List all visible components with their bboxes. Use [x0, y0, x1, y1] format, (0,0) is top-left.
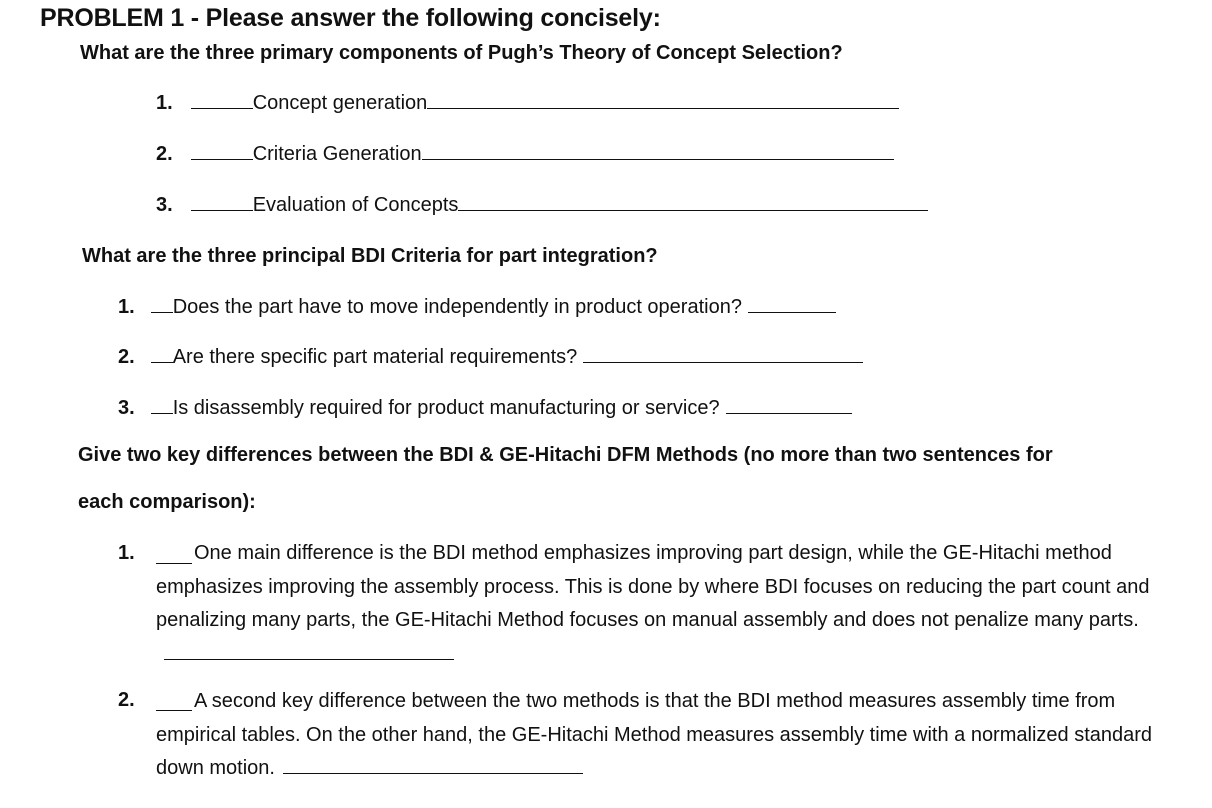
q2-item-2-number: 2.: [118, 346, 135, 368]
q2-item-1-number: 1.: [118, 296, 135, 318]
q2-item-1: [118, 296, 836, 319]
q2-item-3-number: 3.: [118, 397, 135, 419]
q2-item-3: [118, 397, 852, 420]
q2-item-1-answer: Does the part have to move independently in product operation?: [172, 296, 742, 318]
q3-item-2-number: 2.: [118, 689, 135, 711]
q2-item-3-answer: Is disassembly required for product manufacturing or service?: [172, 397, 720, 419]
q2-item-2-answer: Are there specific part material requirements?: [172, 346, 578, 368]
q3-question-line1: Give two key differences between the BDI & GE-Hitachi DFM Methods (no more than two sentences for: [78, 444, 1053, 466]
q1-item-2: [156, 143, 894, 166]
q1-item-3-answer: Evaluation of Concepts: [252, 194, 459, 216]
q1-item-2-number: 2.: [156, 143, 173, 165]
q3-item-1-answer: One main difference is the BDI method emphasizes improving part design, while the GE-Hitachi method emphasizes improving the assembly process. This is done by where BDI focuses on reducing the part count and penalizing many parts, the GE-Hitachi Method focuses on manual assembly and does not penalize many parts.: [156, 542, 1150, 631]
q1-item-2-answer: Criteria Generation: [252, 143, 422, 165]
q1-item-3-number: 3.: [156, 194, 173, 216]
q2-question: What are the three principal BDI Criteria for part integration?: [82, 245, 658, 267]
q1-question: What are the three primary components of Pugh’s Theory of Concept Selection?: [80, 42, 843, 64]
q3-item-2-answer: A second key difference between the two methods is that the BDI method measures assembly time from empirical tables. On the other hand, the GE-Hitachi Method measures assembly time with a normalized standard down motion.: [156, 690, 1153, 779]
q1-item-1-number: 1.: [156, 92, 173, 114]
q1-item-1-answer: Concept generation: [252, 92, 428, 114]
q1-item-3: [156, 194, 928, 217]
q3-item-2: [156, 685, 1196, 786]
q3-item-1: [156, 537, 1196, 671]
q3-question-line2: each comparison):: [78, 491, 256, 513]
q2-item-2: [118, 346, 863, 369]
q1-item-1: [156, 92, 899, 115]
q3-item-1-number: 1.: [118, 542, 135, 564]
problem-title: PROBLEM 1 - Please answer the following concisely:: [40, 4, 661, 32]
